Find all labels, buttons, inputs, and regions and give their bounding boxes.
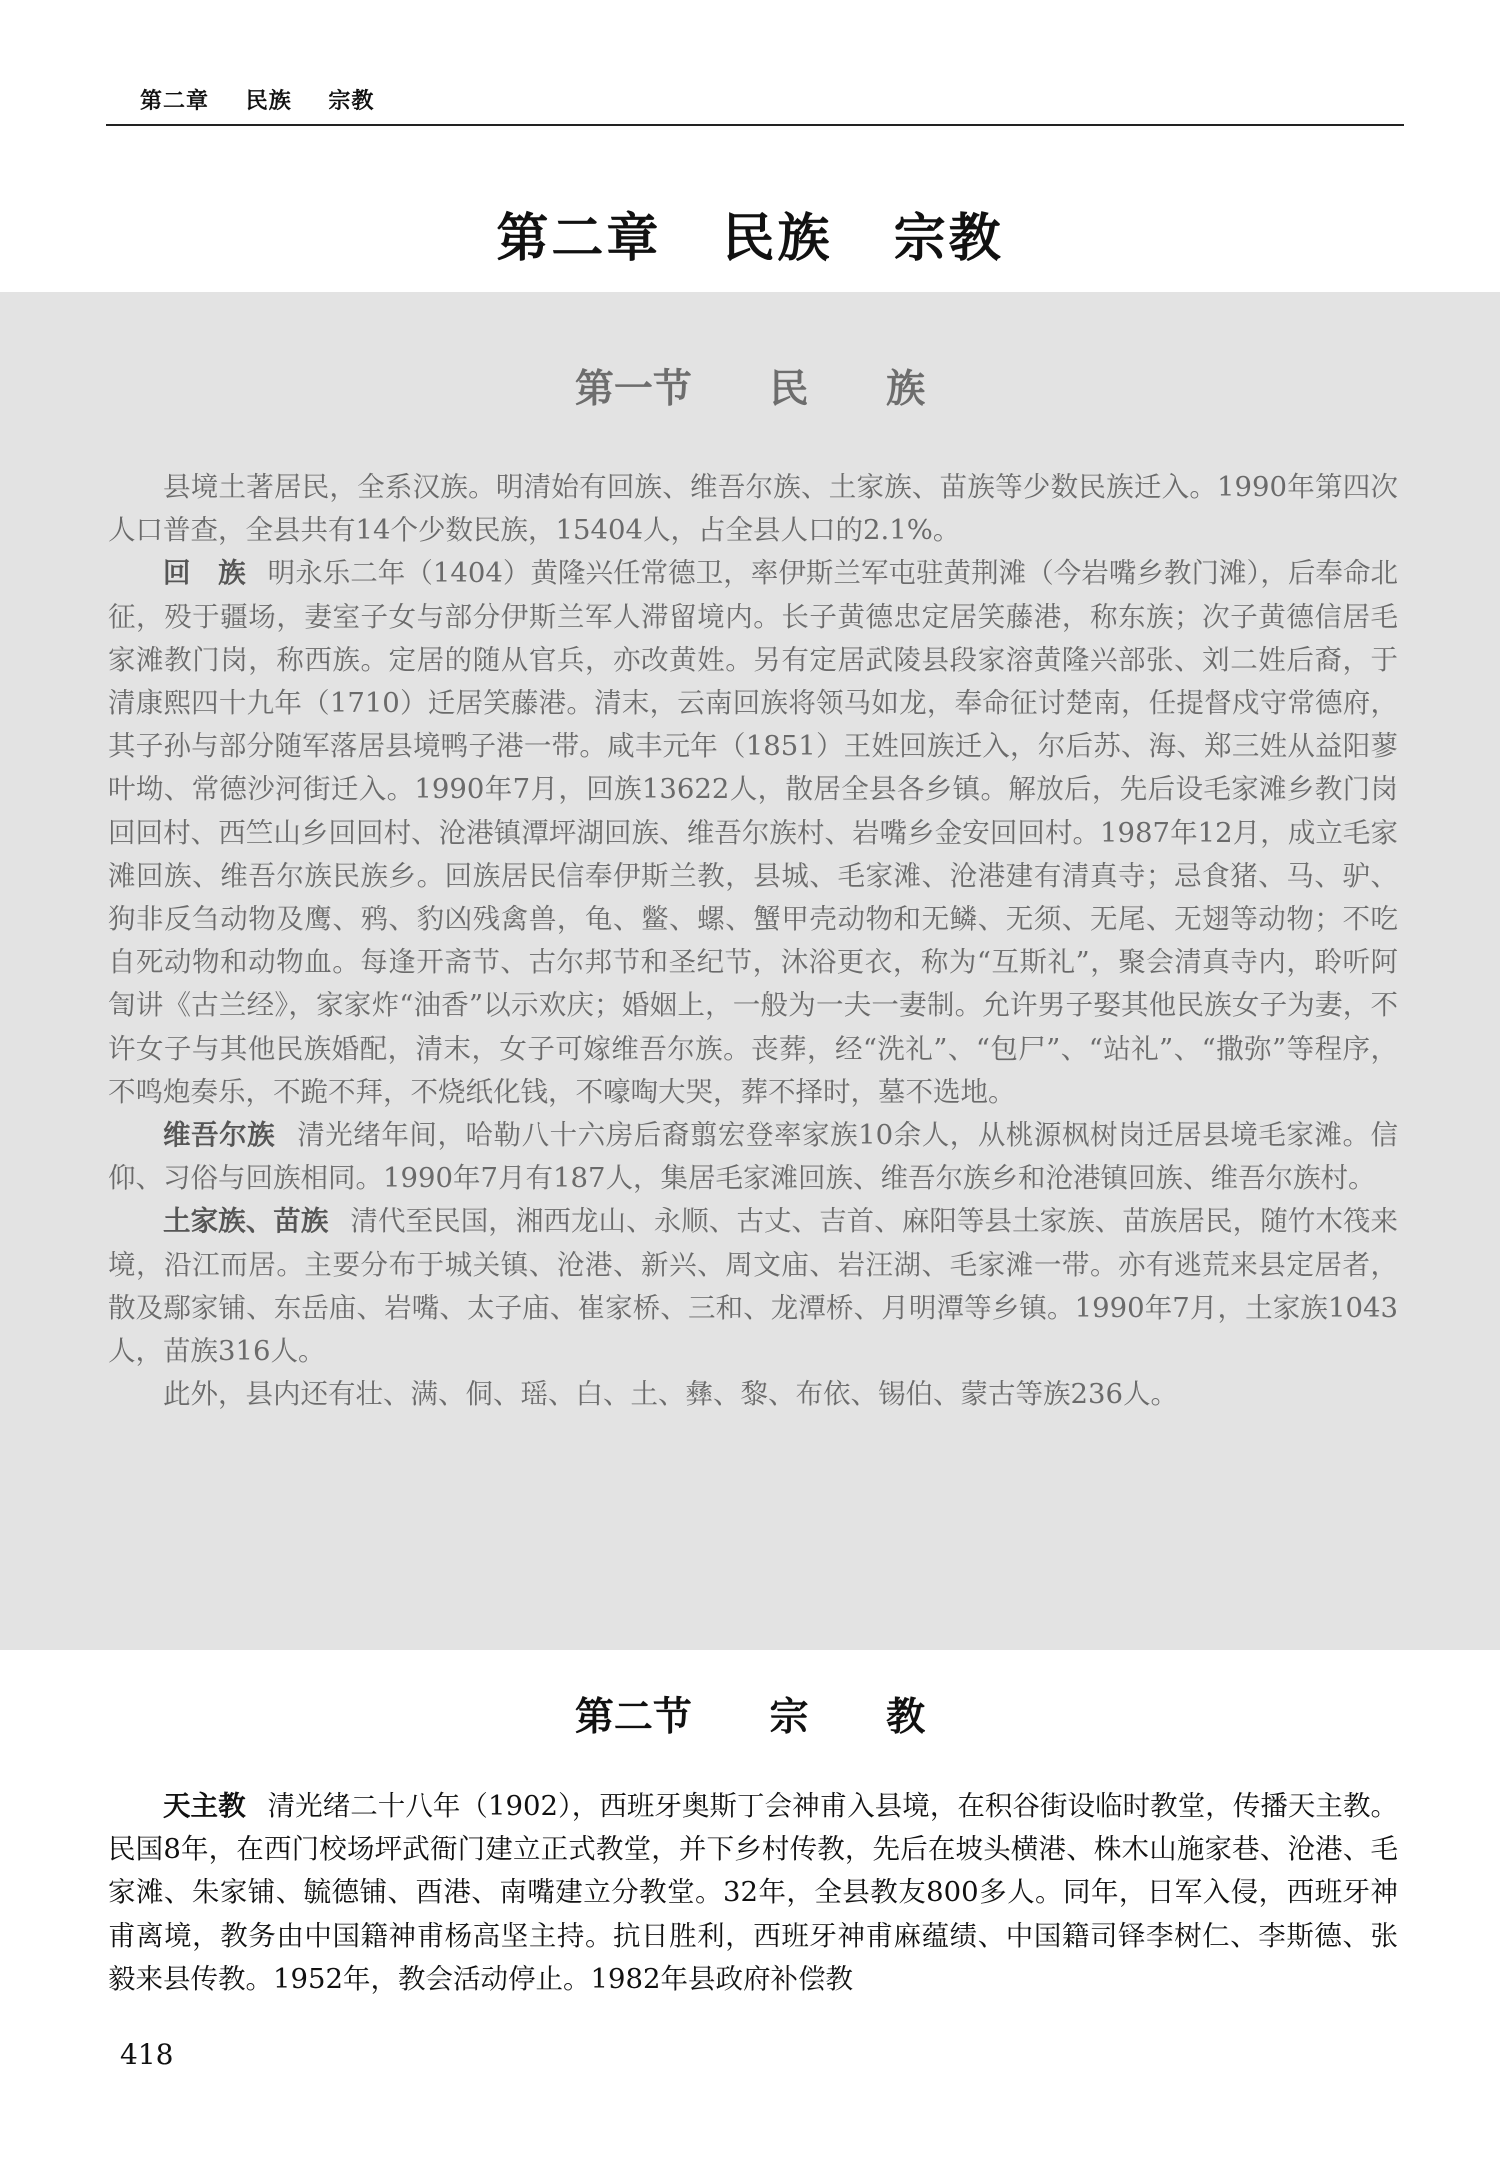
running-head <box>140 84 402 115</box>
section1-body <box>108 466 1398 1416</box>
hui-term: 回 族 <box>163 557 246 590</box>
section2-title <box>0 1686 1500 1742</box>
tujia-miao-paragraph <box>108 1200 1398 1373</box>
chapter-title-word2: 宗教 <box>893 208 1004 269</box>
header-rule <box>106 124 1404 126</box>
section2-title-char2: 教 <box>886 1694 926 1740</box>
tujia-miao-text: 清代至民国，湘西龙山、永顺、古丈、吉首、麻阳等县土家族、苗族居民，随竹木筏来境，沿江而居。主要分布于城关镇、沧港、新兴、周文庙、岩汪湖、毛家滩一带。亦有逃荒来县定居者，散及鄢家铺、东岳庙、岩嘴、太子庙、崔家桥、三和、龙潭桥、月明潭等乡镇。1990年7月，土家族1043人，苗族316人。 <box>108 1205 1398 1368</box>
catholic-term: 天主教 <box>163 1790 246 1822</box>
catholic-paragraph <box>108 1785 1398 2001</box>
chapter-title <box>0 196 1500 271</box>
tujia-miao-term: 土家族、苗族 <box>163 1205 329 1238</box>
others-paragraph: 此外，县内还有壮、满、侗、瑶、白、土、彝、黎、布依、锡伯、蒙古等族236人。 <box>163 1378 1178 1411</box>
section1-title-char1: 民 <box>769 366 809 412</box>
page-number: 418 <box>120 2038 174 2071</box>
uyghur-text: 清光绪年间，哈勒八十六房后裔翦宏登率家族10余人，从桃源枫树岗迁居县境毛家滩。信仰、习俗与回族相同。1990年7月有187人，集居毛家滩回族、维吾尔族乡和沧港镇回族、维吾尔族村。 <box>108 1119 1399 1195</box>
hui-text: 明永乐二年（1404）黄隆兴任常德卫，率伊斯兰军屯驻黄荆滩（今岩嘴乡教门滩），后奉命北征，殁于疆场，妻室子女与部分伊斯兰军人滞留境内。长子黄德忠定居笑藤港，称东族；次子黄德信居毛家滩教门岗，称西族。定居的随从官兵，亦改黄姓。另有定居武陵县段家溶黄隆兴部张、刘二姓后裔，于清康熙四十九年（1710）迁居笑藤港。清末，云南回族将领马如龙，奉命征讨楚南，任提督戍守常德府，其子孙与部分随军落居县境鸭子港一带。咸丰元年（1851）王姓回族迁入，尔后苏、海、郑三姓从益阳蓼叶坳、常德沙河街迁入。1990年7月，回族13622人，散居全县各乡镇。解放后，先后设毛家滩乡教门岗回回村、西竺山乡回回村、沧港镇潭坪湖回族、维吾尔族村、岩嘴乡金安回回村。1987年12月，成立毛家滩回族、维吾尔族民族乡。回族居民信奉伊斯兰教，县城、毛家滩、沧港建有清真寺；忌食猪、马、驴、狗非反刍动物及鹰、鸦、豹凶残禽兽，龟、鳖、螺、蟹甲壳动物和无鳞、无须、无尾、无翅等动物；不吃自死动物和动物血。每逢开斋节、古尔邦节和圣纪节，沐浴更衣，称为“互斯礼”，聚会清真寺内，聆听阿訇讲《古兰经》，家家炸“油香”以示欢庆；婚姻上，一般为一夫一妻制。允许男子娶其他民族女子为妻，不许女子与其他民族婚配，清末，女子可嫁维吾尔族。丧葬，经“洗礼”、“包尸”、“站礼”、“撒弥”等程序，不鸣炮奏乐，不跪不拜，不烧纸化钱，不嚎啕大哭，葬不择时，墓不选地。 <box>108 557 1399 1108</box>
section2-number: 第二节 <box>574 1694 692 1740</box>
running-head-word1: 民族 <box>245 89 292 114</box>
chapter-title-word1: 民族 <box>722 208 833 269</box>
running-head-word2: 宗教 <box>328 89 375 114</box>
uyghur-paragraph <box>108 1114 1398 1200</box>
section1-intro: 县境土著居民，全系汉族。明清始有回族、维吾尔族、土家族、苗族等少数民族迁入。1990年第四次人口普查，全县共有14个少数民族，15404人，占全县人口的2.1%。 <box>108 471 1398 547</box>
section1-title <box>0 358 1500 414</box>
running-head-chapter: 第二章 <box>140 89 210 114</box>
section1-title-char2: 族 <box>886 366 926 412</box>
uyghur-term: 维吾尔族 <box>163 1119 276 1152</box>
hui-paragraph <box>108 552 1398 1114</box>
chapter-title-number: 第二章 <box>496 208 662 269</box>
section2-body <box>108 1785 1398 2001</box>
catholic-text: 清光绪二十八年（1902），西班牙奥斯丁会神甫入县境，在积谷街设临时教堂，传播天主教。民国8年，在西门校场坪武衙门建立正式教堂，并下乡村传教，先后在坡头横港、株木山施家巷、沧港、毛家滩、朱家铺、毓德铺、酉港、南嘴建立分教堂。32年，全县教友800多人。同年，日军入侵，西班牙神甫离境，教务由中国籍神甫杨高坚主持。抗日胜利，西班牙神甫麻蕴绩、中国籍司铎李树仁、李斯德、张毅来县传教。1952年，教会活动停止。1982年县政府补偿教 <box>108 1790 1399 1995</box>
section1-number: 第一节 <box>574 366 692 412</box>
section2-title-char1: 宗 <box>769 1694 809 1740</box>
